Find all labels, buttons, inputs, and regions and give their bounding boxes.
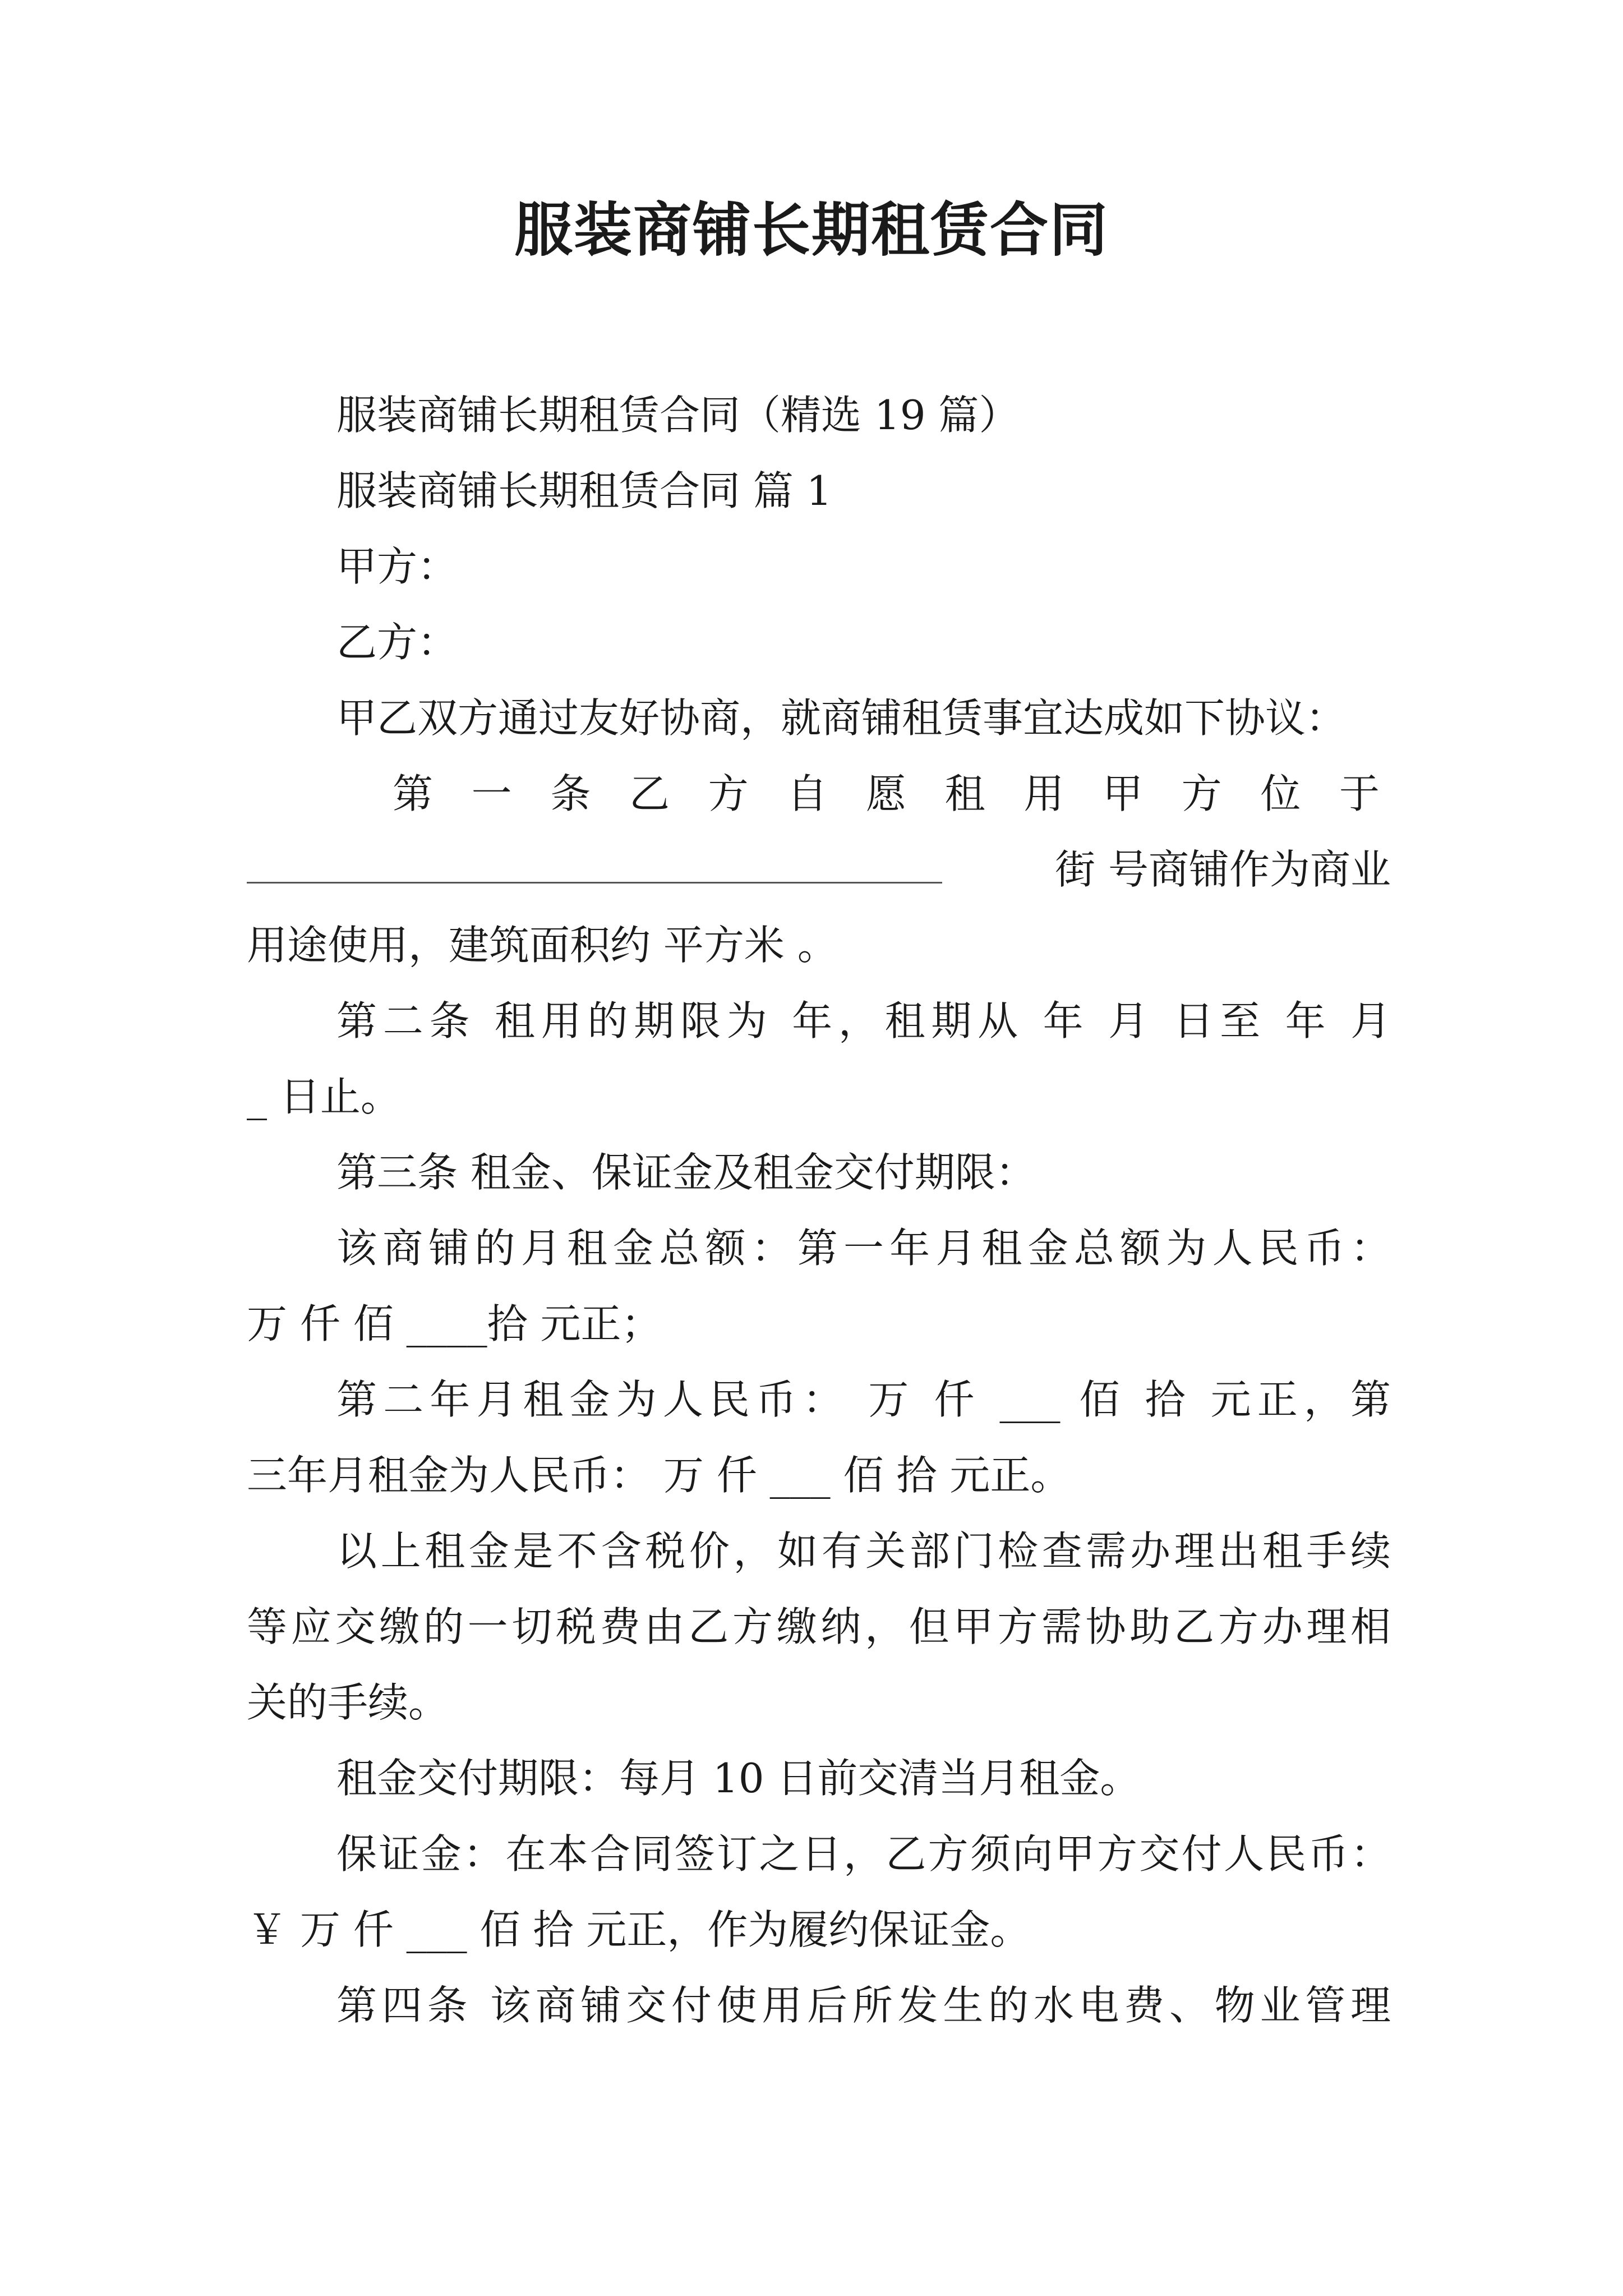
payment-deadline-line: 租金交付期限：每月 10 日前交清当月租金。 — [336, 1755, 1141, 1802]
tax-line-1: 以上租金是不含税价，如有关部门检查需办理出租手续 — [336, 1527, 1391, 1575]
blank-address-underline — [247, 843, 942, 884]
section-heading: 服装商铺长期租赁合同 篇 1 — [336, 467, 832, 514]
article-1-line-1: 第 一 条 乙 方 自 愿 租 用 甲 方 位 于 — [393, 770, 1380, 817]
article-1-line-3: 用途使用，建筑面积约 平方米 。 — [247, 922, 838, 969]
tax-line-2: 等应交缴的一切税费由乙方缴纳，但甲方需协助乙方办理相 — [247, 1603, 1391, 1650]
article-1-line-2-text: 街 号商铺作为商业 — [1055, 846, 1391, 893]
article-2-line-2: _ 日止。 — [247, 1073, 401, 1120]
rent-line-4: 三年月租金为人民币： 万 仟 ___ 佰 拾 元正。 — [247, 1452, 1071, 1499]
party-a-label: 甲方： — [336, 543, 458, 590]
document-title: 服装商铺长期租赁合同 — [514, 196, 1109, 264]
article-3-heading: 第三条 租金、保证金及租金交付期限： — [336, 1149, 1036, 1196]
deposit-line-2: ￥ 万 仟 ___ 佰 拾 元正，作为履约保证金。 — [247, 1906, 1031, 1953]
tax-line-3: 关的手续。 — [247, 1679, 449, 1726]
rent-line-2: 万 仟 佰 ____拾 元正； — [247, 1300, 662, 1347]
paragraph-line: 甲乙双方通过友好协商，就商铺租赁事宜达成如下协议： — [336, 694, 1347, 742]
rent-line-3: 第二年月租金为人民币： 万 仟 ___ 佰 拾 元正，第 — [336, 1376, 1391, 1423]
deposit-line-1: 保证金：在本合同签订之日，乙方须向甲方交付人民币： — [336, 1830, 1391, 1878]
party-b-label: 乙方： — [336, 619, 458, 666]
article-2-line-1: 第二条 租用的期限为 年，租期从 年 月 日至 年 月 — [336, 997, 1391, 1045]
article-1-line-2 — [247, 841, 1391, 898]
article-4-line-1: 第四条 该商铺交付使用后所发生的水电费、物业管理 — [336, 1982, 1391, 2029]
subtitle-collection: 服装商铺长期租赁合同（精选 19 篇） — [336, 392, 1020, 439]
rent-line-1: 该商铺的月租金总额：第一年月租金总额为人民币： — [336, 1225, 1391, 1272]
